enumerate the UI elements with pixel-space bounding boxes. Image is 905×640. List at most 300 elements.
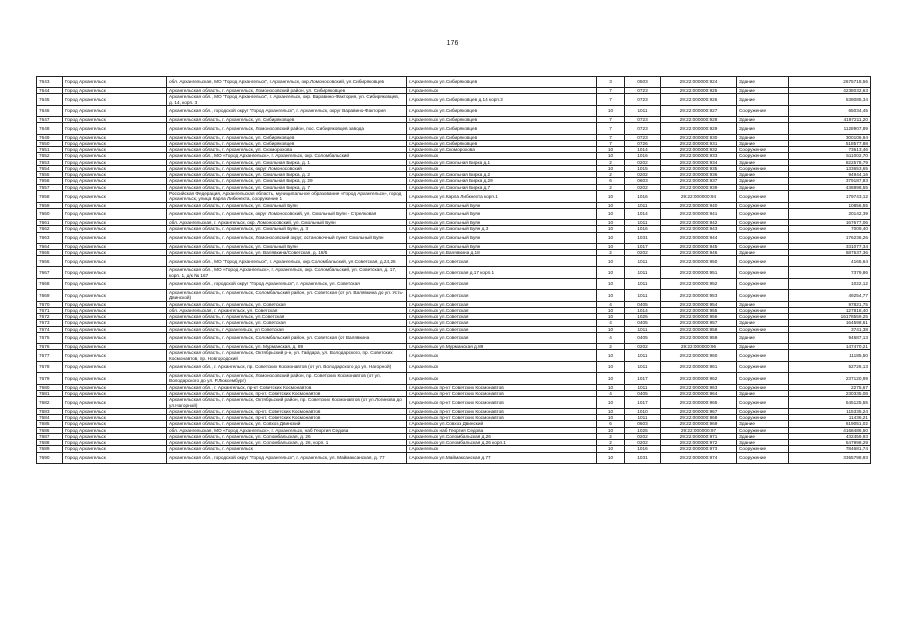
subgroup-code-cell: 1016	[625, 226, 661, 232]
object-type-cell: Сооружение	[737, 290, 789, 302]
group-code-cell: 10	[597, 243, 625, 249]
subgroup-code-cell: 1011	[625, 350, 661, 362]
cadastral-value-cell: 11185,50	[789, 350, 871, 362]
municipality-cell: Город Архангельск	[63, 184, 167, 190]
cadastral-number-cell: 29:22:000000:928	[661, 117, 737, 123]
table-row	[37, 267, 871, 279]
row-number-cell: 7673	[37, 320, 63, 326]
table-row	[37, 123, 871, 134]
group-code-cell: 2	[597, 440, 625, 446]
object-type-cell: Сооружение	[737, 232, 789, 243]
municipality-cell: Город Архангельск	[63, 440, 167, 446]
cadastral-number-cell: 29:22:000000:951	[661, 267, 737, 279]
subgroup-code-cell: 0202	[625, 344, 661, 350]
cadastral-number-cell: 29:22:000000:935	[661, 165, 737, 171]
location-cell: г.Архангельск пр-кт Советских Космонавтов	[407, 384, 597, 390]
subgroup-code-cell: 0202	[625, 172, 661, 178]
municipality-cell: Город Архангельск	[63, 134, 167, 140]
table-row	[37, 350, 871, 362]
municipality-cell: Город Архангельск	[63, 191, 167, 203]
subgroup-code-cell: 1017	[625, 373, 661, 385]
object-type-cell: Здание	[737, 77, 789, 88]
cadastral-number-cell: 29:22:000000:930	[661, 134, 737, 140]
location-cell: г.Архангельск ул.Советская	[407, 301, 597, 307]
municipality-cell: Город Архангельск	[63, 307, 167, 313]
page-number: 176	[446, 40, 459, 47]
subgroup-code-cell: 1011	[625, 278, 661, 289]
location-cell: г.Архангельск ул.Сибиряковцев	[407, 123, 597, 134]
subgroup-code-cell: 0723	[625, 134, 661, 140]
location-cell: г.Архангельск пр-кт Советских Космонавтов	[407, 415, 597, 421]
cadastral-value-cell: 147470,21	[789, 344, 871, 350]
municipality-cell: Город Архангельск	[63, 172, 167, 178]
cadastral-number-cell: 29:22:000000:96	[661, 344, 737, 350]
cadastral-value-cell: 16178559,25	[789, 314, 871, 320]
object-type-cell: Сооружение	[737, 397, 789, 409]
group-code-cell: 10	[597, 446, 625, 452]
address-cell: Архангельская область, г. Архангельск, пр-кт. Советских Космонавтов	[167, 408, 407, 414]
group-code-cell: 2	[597, 433, 625, 439]
row-number-cell: 7646	[37, 105, 63, 116]
cadastral-value-cell: 1022,12	[789, 278, 871, 289]
address-cell: Архангельская область, г. Архангельск, Ломоносовский район, ул. Сибиряковцев	[167, 88, 407, 94]
object-type-cell: Здание	[737, 184, 789, 190]
cadastral-number-cell: 29:22:000000:937	[661, 178, 737, 184]
object-type-cell: Сооружение	[737, 427, 789, 433]
address-cell: Архангельская обл., г. Архангельск, пр. Советских Космонавтов (от ул. Володарского до ул. Нагорной)	[167, 362, 407, 373]
object-type-cell: Сооружение	[737, 267, 789, 279]
row-number-cell: 7687	[37, 433, 63, 439]
object-type-cell: Здание	[737, 390, 789, 396]
row-number-cell: 7644	[37, 88, 63, 94]
address-cell: Архангельская область, г. Архангельск, ул. Смольная Бирка, д. 7	[167, 184, 407, 190]
row-number-cell: 7649	[37, 134, 63, 140]
group-code-cell: 2	[597, 184, 625, 190]
group-code-cell: 10	[597, 362, 625, 373]
location-cell: г.Архангельск ул.Советская	[407, 333, 597, 344]
group-code-cell: 10	[597, 408, 625, 414]
table-row	[37, 290, 871, 302]
object-type-cell: Сооружение	[737, 362, 789, 373]
municipality-cell: Город Архангельск	[63, 390, 167, 396]
cadastral-value-cell: 822578,79	[789, 159, 871, 165]
municipality-cell: Город Архангельск	[63, 344, 167, 350]
address-cell: обл. Архангельская, г. Архангельск, ул. Советская	[167, 307, 407, 313]
address-cell: Архангельская обл., МО "Город Архангельск", г. Архангельск, окр.Соломбальский, ул.Советская, д.24,26	[167, 256, 407, 267]
group-code-cell: 6	[597, 421, 625, 427]
group-code-cell: 7	[597, 140, 625, 146]
subgroup-code-cell: 0202	[625, 440, 661, 446]
cadastral-value-cell: 7379,86	[789, 267, 871, 279]
municipality-cell: Город Архангельск	[63, 123, 167, 134]
object-type-cell: Сооружение	[737, 307, 789, 313]
row-number-cell: 7664	[37, 243, 63, 249]
cadastral-value-cell: 2275,67	[789, 384, 871, 390]
object-type-cell: Здание	[737, 123, 789, 134]
cadastral-value-cell: 511002,70	[789, 153, 871, 159]
address-cell: Архангельская обл., г. Архангельск, пр-кт Советских Космонавтов	[167, 384, 407, 390]
cadastral-value-cell: 115335,24	[789, 408, 871, 414]
municipality-cell: Город Архангельск	[63, 105, 167, 116]
row-number-cell: 7686	[37, 427, 63, 433]
cadastral-number-cell: 29:22:000000:961	[661, 362, 737, 373]
municipality-cell: Город Архангельск	[63, 362, 167, 373]
subgroup-code-cell: 1011	[625, 267, 661, 279]
address-cell: Архангельская область, г. Архангельск, ул. Сибиряковцев	[167, 140, 407, 146]
group-code-cell: 10	[597, 314, 625, 320]
subgroup-code-cell: 1014	[625, 208, 661, 219]
group-code-cell: 6	[597, 178, 625, 184]
cadastral-number-cell: 29:22:000000:965	[661, 397, 737, 409]
cadastral-value-cell: 538085,34	[789, 94, 871, 106]
group-code-cell: 10	[597, 191, 625, 203]
object-type-cell: Сооружение	[737, 350, 789, 362]
row-number-cell: 7665	[37, 249, 63, 255]
subgroup-code-cell: 0723	[625, 123, 661, 134]
location-cell: г.Архангельск ул.Мурманская д.89	[407, 344, 597, 350]
address-cell: Архангельская область, г. Архангельск, пр-кт. Советских Космонавтов	[167, 390, 407, 396]
location-cell: г.Архангельск ул.Советская	[407, 326, 597, 332]
location-cell: г.Архангельск ул.Смольный Буян	[407, 243, 597, 249]
address-cell: Архангельская область, г. Архангельск, Октябрьский р-н, ул. Гайдара, ул. Володарского, пр. Советских Космонавтов, пр. Новгородский	[167, 350, 407, 362]
object-type-cell: Здание	[737, 94, 789, 106]
object-type-cell: Здание	[737, 440, 789, 446]
location-cell: г.Архангельск ул.Смольная Бирка д.29	[407, 178, 597, 184]
cadastral-value-cell: 11436,21	[789, 415, 871, 421]
cadastral-number-cell: 29:22:000000:964	[661, 390, 737, 396]
subgroup-code-cell: 0405	[625, 333, 661, 344]
cadastral-value-cell: 3365798,93	[789, 452, 871, 463]
subgroup-code-cell: 1015	[625, 165, 661, 171]
row-number-cell: 7653	[37, 159, 63, 165]
municipality-cell: Город Архангельск	[63, 433, 167, 439]
subgroup-code-cell: 1031	[625, 232, 661, 243]
cadastral-number-cell: 29:22:000000:971	[661, 433, 737, 439]
table-row	[37, 452, 871, 463]
subgroup-code-cell: 1011	[625, 415, 661, 421]
object-type-cell: Сооружение	[737, 326, 789, 332]
location-cell: г.Архангельск ул.Смольная Бирка д.1	[407, 159, 597, 165]
subgroup-code-cell: 1011	[625, 105, 661, 116]
subgroup-code-cell: 1016	[625, 446, 661, 452]
group-code-cell: 7	[597, 123, 625, 134]
group-code-cell: 10	[597, 278, 625, 289]
municipality-cell: Город Архангельск	[63, 220, 167, 226]
cadastral-value-cell: 52726,13	[789, 362, 871, 373]
group-code-cell: 10	[597, 384, 625, 390]
municipality-cell: Город Архангельск	[63, 243, 167, 249]
address-cell: Архангельская область, г. Архангельск, ул. Скоморохова	[167, 147, 407, 153]
cadastral-number-cell: 29:22:000000:926	[661, 94, 737, 106]
address-cell: Архангельская область, г. Архангельск, ул. Советская	[167, 301, 407, 307]
cadastral-number-cell: 29:22:000000:929	[661, 123, 737, 134]
row-number-cell: 7678	[37, 362, 63, 373]
cadastral-number-cell: 29:22:000000:936	[661, 172, 737, 178]
location-cell: г.Архангельск	[407, 362, 597, 373]
cadastral-number-cell: 29:22:000000:945	[661, 243, 737, 249]
cadastral-number-cell: 29:22:000000:94	[661, 191, 737, 203]
object-type-cell: Здание	[737, 117, 789, 123]
object-type-cell: Сооружение	[737, 408, 789, 414]
cadastral-value-cell: 73613,46	[789, 147, 871, 153]
location-cell: г.Архангельск ул.Совхоз Двинский	[407, 421, 597, 427]
location-cell: г.Архангельск	[407, 88, 597, 94]
cadastral-value-cell: 176236,26	[789, 232, 871, 243]
location-cell: г.Архангельск ул.Сибиряковцев д.14 корп.3	[407, 94, 597, 106]
cadastral-number-cell: 29:22:000000:955	[661, 307, 737, 313]
municipality-cell: Город Архангельск	[63, 373, 167, 385]
row-number-cell: 7650	[37, 140, 63, 146]
cadastral-value-cell: 300106,94	[789, 134, 871, 140]
address-cell: Архангельская область, г. Архангельск, Ломоносовский округ, остановочный пункт Смольный Буян	[167, 232, 407, 243]
row-number-cell: 7655	[37, 172, 63, 178]
address-cell: Архангельская обл., городской округ "Город Архангельск", г. Архангельск, ул. Маймаксанская, д. 77	[167, 452, 407, 463]
cadastral-value-cell: 167677,06	[789, 220, 871, 226]
cadastral-number-cell: 29:22:000000:967	[661, 408, 737, 414]
object-type-cell: Сооружение	[737, 415, 789, 421]
group-code-cell: 10	[597, 226, 625, 232]
row-number-cell: 7658	[37, 191, 63, 203]
subgroup-code-cell: 0202	[625, 159, 661, 165]
cadastral-number-cell: 29:22:000000:943	[661, 226, 737, 232]
cadastral-value-cell: 230335,08	[789, 390, 871, 396]
cadastral-number-cell: 29:22:000000:946	[661, 249, 737, 255]
location-cell: г.Архангельск ул.Смольная Бирка д.2	[407, 172, 597, 178]
subgroup-code-cell: 1010	[625, 408, 661, 414]
group-code-cell: 10	[597, 397, 625, 409]
object-type-cell: Сооружение	[737, 373, 789, 385]
address-cell: Архангельская область, г. Архангельск, округ Ломоносовский	[167, 165, 407, 171]
subgroup-code-cell: 1025	[625, 314, 661, 320]
row-number-cell: 7669	[37, 290, 63, 302]
cadastral-value-cell: 784681,74	[789, 446, 871, 452]
row-number-cell: 7667	[37, 267, 63, 279]
municipality-cell: Город Архангельск	[63, 153, 167, 159]
location-cell: г.Архангельск ул.Маймаксанская д.77	[407, 452, 597, 463]
address-cell: Архангельская область, г. Архангельск, Ломоносовский район, пос. Сибиряковцев завода	[167, 123, 407, 134]
group-code-cell: 10	[597, 373, 625, 385]
address-cell: Архангельская область, г. Архангельск, ул. Смольная Бирка, д. 2	[167, 172, 407, 178]
row-number-cell: 7659	[37, 202, 63, 208]
municipality-cell: Город Архангельск	[63, 147, 167, 153]
cadastral-value-cell: 432459,93	[789, 433, 871, 439]
address-cell: Архангельская область, г. Архангельск, округ Ломоносовский, ул. Смольный Буян - Стрелковая	[167, 208, 407, 219]
cadastral-number-cell: 29:22:000000:958	[661, 326, 737, 332]
municipality-cell: Город Архангельск	[63, 415, 167, 421]
cadastral-number-cell: 29:22:000000:956	[661, 314, 737, 320]
cadastral-value-cell: 179743,12	[789, 191, 871, 203]
row-number-cell: 7684	[37, 415, 63, 421]
cadastral-number-cell: 29:22:000000:925	[661, 88, 737, 94]
municipality-cell: Город Архангельск	[63, 249, 167, 255]
address-cell: Архангельская обл., городской округ "Город Архангельск", г. Архангельск, округ Варавино-Фактория	[167, 105, 407, 116]
object-type-cell: Здание	[737, 159, 789, 165]
row-number-cell: 7671	[37, 307, 63, 313]
address-cell: Архангельская обл., МО «Город Архангельск», г. Архангельск, окр. Соломбальский	[167, 153, 407, 159]
cadastral-number-cell: 29:22:000000:968	[661, 415, 737, 421]
cadastral-number-cell: 29:22:000000:924	[661, 77, 737, 88]
subgroup-code-cell: 1017	[625, 243, 661, 249]
cadastral-value-cell: 127818,40	[789, 307, 871, 313]
cadastral-number-cell: 29:22:000000:941	[661, 208, 737, 219]
row-number-cell: 7663	[37, 232, 63, 243]
address-cell: Российская Федерация, Архангельская область, муниципальное образование «Город Архангельск», город Архангельск, улица Карла Либкнехта, сооружение 1	[167, 191, 407, 203]
location-cell: г.Архангельск ул.Валявкина д.18	[407, 249, 597, 255]
row-number-cell: 7660	[37, 208, 63, 219]
row-number-cell: 7688	[37, 440, 63, 446]
cadastral-value-cell: 164598,61	[789, 320, 871, 326]
subgroup-code-cell: 0202	[625, 433, 661, 439]
group-code-cell: 2	[597, 249, 625, 255]
group-code-cell: 10	[597, 165, 625, 171]
row-number-cell: 7685	[37, 421, 63, 427]
object-type-cell: Здание	[737, 134, 789, 140]
cadastral-number-cell: 29:22:000000:939	[661, 184, 737, 190]
group-code-cell: 4	[597, 390, 625, 396]
cadastral-number-cell: 29:22:000000:954	[661, 301, 737, 307]
address-cell: Архангельская область, г. Архангельск, Соломбальский район, ул. Советская (от Валявкина	[167, 333, 407, 344]
table-row	[37, 397, 871, 409]
subgroup-code-cell: 0405	[625, 390, 661, 396]
cadastral-value-cell: 4197211,20	[789, 117, 871, 123]
location-cell: г.Архангельск ул.Смольный Буян д.3	[407, 226, 597, 232]
cadastral-value-cell: 1128907,89	[789, 123, 871, 134]
location-cell: г.Архангельск ул.Сибиряковцев	[407, 105, 597, 116]
cadastral-value-cell: 518577,88	[789, 140, 871, 146]
group-code-cell: 10	[597, 307, 625, 313]
group-code-cell: 10	[597, 232, 625, 243]
cadastral-number-cell: 29:22:000000:944	[661, 232, 737, 243]
group-code-cell: 10	[597, 350, 625, 362]
address-cell: Архангельская обл., городской округ "Город Архангельск", г. Архангельск, ул. Советская	[167, 278, 407, 289]
address-cell: Архангельская область, г. Архангельск, Октябрьский район, пр. Советских Космонавтов (от ул.Логинова до ул.Нагорной)	[167, 397, 407, 409]
location-cell: г.Архангельск ул.Смольный Буян	[407, 202, 597, 208]
group-code-cell: 4	[597, 301, 625, 307]
location-cell: г.Архангельск пр-кт Советских Космонавтов	[407, 397, 597, 409]
cadastral-number-cell: 29:22:000000:932	[661, 147, 737, 153]
row-number-cell: 7666	[37, 256, 63, 267]
row-number-cell: 7676	[37, 344, 63, 350]
group-code-cell: 2	[597, 344, 625, 350]
row-number-cell: 7647	[37, 117, 63, 123]
cadastral-value-cell: 4168486,50	[789, 427, 871, 433]
location-cell: г.Архангельск	[407, 350, 597, 362]
location-cell: г.Архангельск	[407, 373, 597, 385]
location-cell: г.Архангельск наб Георгия Седова	[407, 427, 597, 433]
table-row	[37, 232, 871, 243]
address-cell: Архангельская область, г. Архангельск, ул. Совхоз Двинский	[167, 421, 407, 427]
registry-table-body	[37, 77, 871, 464]
group-code-cell: 10	[597, 208, 625, 219]
object-type-cell: Здание	[737, 178, 789, 184]
group-code-cell: 4	[597, 320, 625, 326]
cadastral-number-cell: 29:22:000000:973	[661, 446, 737, 452]
location-cell: г.Архангельск ул.Карла Либкнехта корп.1	[407, 191, 597, 203]
row-number-cell: 7645	[37, 94, 63, 106]
object-type-cell: Здание	[737, 301, 789, 307]
row-number-cell: 7677	[37, 350, 63, 362]
location-cell: г.Архангельск ул.Смольный Буян	[407, 220, 597, 226]
address-cell: Архангельская область, г. Архангельск, Ломоносовский район, пр. Советских Космонавтов (от ул. Володарского до ул. Р.Люксембург)	[167, 373, 407, 385]
municipality-cell: Город Архангельск	[63, 421, 167, 427]
group-code-cell: 2	[597, 159, 625, 165]
row-number-cell: 7668	[37, 278, 63, 289]
subgroup-code-cell: 1014	[625, 307, 661, 313]
address-cell: Архангельская обл., МО "Город Архангельск", г. Архангельск, окр. Варавино-Фактория, ул. Сибиряковцев, д. 14, корп. 3	[167, 94, 407, 106]
location-cell: г.Архангельск	[407, 446, 597, 452]
row-number-cell: 7689	[37, 446, 63, 452]
cadastral-value-cell: 4165,64	[789, 256, 871, 267]
cadastral-number-cell: 29:22:000000:962	[661, 373, 737, 385]
municipality-cell: Город Архангельск	[63, 408, 167, 414]
cadastral-value-cell: 237120,99	[789, 373, 871, 385]
cadastral-value-cell: 545125,55	[789, 397, 871, 409]
location-cell: г.Архангельск	[407, 153, 597, 159]
cadastral-number-cell: 29:22:000000:927	[661, 105, 737, 116]
object-type-cell: Сооружение	[737, 153, 789, 159]
address-cell: Архангельская обл., МО «Город Архангельск», г. Архангельск, окр. Соломбальский, ул. Советская, д. 17, корп. 1, д/к № 167	[167, 267, 407, 279]
location-cell: г.Архангельск ул.Советская	[407, 307, 597, 313]
subgroup-code-cell: 0723	[625, 94, 661, 106]
municipality-cell: Город Архангельск	[63, 178, 167, 184]
municipality-cell: Город Архангельск	[63, 94, 167, 106]
municipality-cell: Город Архангельск	[63, 256, 167, 267]
cadastral-number-cell: 29:22:000000:953	[661, 290, 737, 302]
subgroup-code-cell: 0723	[625, 88, 661, 94]
municipality-cell: Город Архангельск	[63, 384, 167, 390]
row-number-cell: 7657	[37, 184, 63, 190]
municipality-cell: Город Архангельск	[63, 301, 167, 307]
cadastral-number-cell: 29:22:000000:934	[661, 159, 737, 165]
row-number-cell: 7670	[37, 301, 63, 307]
municipality-cell: Город Архангельск	[63, 77, 167, 88]
row-number-cell: 7654	[37, 165, 63, 171]
municipality-cell: Город Архангельск	[63, 427, 167, 433]
cadastral-value-cell: 4238032,63	[789, 88, 871, 94]
municipality-cell: Город Архангельск	[63, 140, 167, 146]
table-row	[37, 256, 871, 267]
address-cell: Архангельская область, г. Архангельск, ул. Сибиряковцев	[167, 117, 407, 123]
cadastral-value-cell: 65034,45	[789, 105, 871, 116]
address-cell: Архангельская область, г. Архангельск, ул. Соломбальская, д. 26	[167, 433, 407, 439]
cadastral-value-cell: 438898,55	[789, 184, 871, 190]
object-type-cell: Сооружение	[737, 384, 789, 390]
table-row	[37, 208, 871, 219]
object-type-cell: Здание	[737, 172, 789, 178]
subgroup-code-cell: 0603	[625, 421, 661, 427]
group-code-cell: 7	[597, 88, 625, 94]
group-code-cell: 10	[597, 326, 625, 332]
group-code-cell: 10	[597, 105, 625, 116]
cadastral-value-cell: 20142,39	[789, 208, 871, 219]
subgroup-code-cell: 1011	[625, 362, 661, 373]
address-cell: Архангельская область, г. Архангельск	[167, 446, 407, 452]
municipality-cell: Город Архангельск	[63, 165, 167, 171]
cadastral-value-cell: 94687,13	[789, 333, 871, 344]
cadastral-number-cell: 29:22:000000:940	[661, 202, 737, 208]
address-cell: Архангельская область, г. Архангельск, ул. Соломбальская, д. 26, корп. 1	[167, 440, 407, 446]
subgroup-code-cell: 1025	[625, 427, 661, 433]
address-cell: Архангельская область, г. Архангельск, ул. Смольная Бирка, д. 1	[167, 159, 407, 165]
object-type-cell: Сооружение	[737, 452, 789, 463]
location-cell: г.Архангельск ул.Советская д.17 корп.1	[407, 267, 597, 279]
subgroup-code-cell: 0726	[625, 140, 661, 146]
address-cell: Архангельская область, г. Архангельск, ул. Смольный Буян	[167, 243, 407, 249]
address-cell: обл. Архангельская, МО «Город Архангельск», г. Архангельск, наб Георгия Седова	[167, 427, 407, 433]
cadastral-number-cell: 29:22:000000:950	[661, 256, 737, 267]
row-number-cell: 7675	[37, 333, 63, 344]
location-cell: г.Архангельск ул.Смольный Буян	[407, 232, 597, 243]
